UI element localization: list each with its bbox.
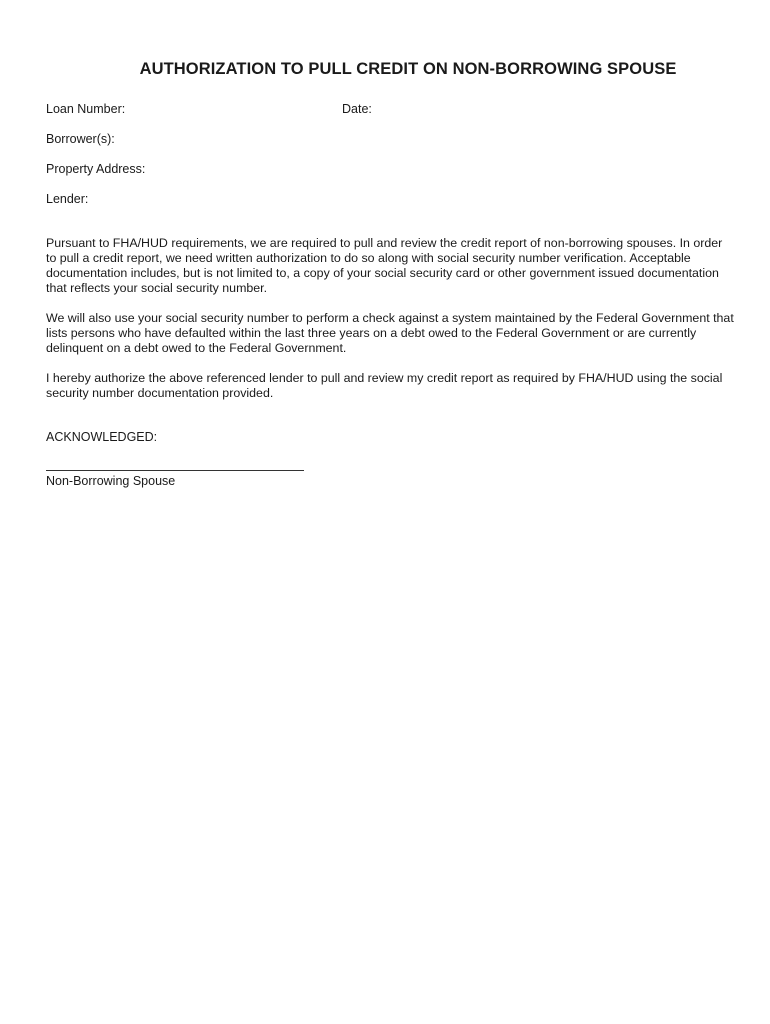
signature-caption: Non-Borrowing Spouse: [46, 474, 176, 488]
document-title: AUTHORIZATION TO PULL CREDIT ON NON-BORROWING SPOUSE: [139, 60, 677, 78]
lender-label: Lender:: [46, 192, 89, 206]
paragraph-fha-requirements: Pursuant to FHA/HUD requirements, we are required to pull and review the credit report of non-borrowing spouses. In order to pull a credit report, we need written authorization to do so along with social security number verification. Acceptable documentation includes, but is not limited to, a copy of your social security card or other government issued documentation that reflects your social security number.: [46, 236, 723, 295]
acknowledged-label: ACKNOWLEDGED:: [46, 430, 158, 444]
signature-line: [46, 470, 304, 471]
loan-number-label: Loan Number:: [46, 102, 126, 116]
borrowers-label: Borrower(s):: [46, 132, 115, 146]
date-label: Date:: [342, 102, 372, 116]
property-address-label: Property Address:: [46, 162, 146, 176]
paragraph-federal-check: We will also use your social security number to perform a check against a system maintained by the Federal Government that lists persons who have defaulted within the last three years on a debt owed to the Federal Government or are currently delinquent on a debt owed to the Federal Government.: [46, 311, 734, 355]
paragraph-authorization: I hereby authorize the above referenced lender to pull and review my credit report as required by FHA/HUD using the social security number documentation provided.: [46, 371, 723, 400]
